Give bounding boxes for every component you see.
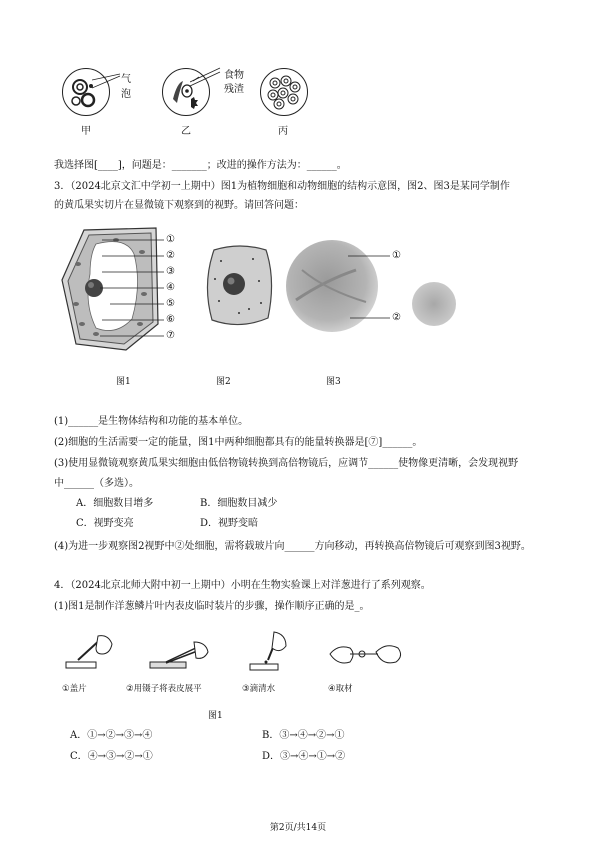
- q3-sub3-line1: (3)使用显微镜观察黄瓜果实细胞由低倍物镜转换到高倍物镜后，应调节______使物像更清晰，会发现视野: [54, 458, 519, 469]
- animal-cell-diagram: [200, 240, 280, 332]
- q4-option-d[interactable]: D．③→④→①→②: [262, 751, 346, 762]
- step-dropper-illustration: [246, 628, 298, 678]
- q3-option-c[interactable]: C．视野变亮: [76, 518, 134, 529]
- step-tweezers-illustration: [148, 636, 212, 676]
- fig1-label-1: ①: [166, 234, 175, 245]
- caption-fig3: 图3: [326, 377, 341, 387]
- q4-option-c[interactable]: C．④→③→②→①: [70, 751, 153, 762]
- q4-option-b[interactable]: B．③→④→②→①: [262, 730, 345, 741]
- caption-jia: 甲: [81, 126, 91, 137]
- q3-sub3-line2: 中______（多选）。: [54, 478, 139, 489]
- q4-figure-caption: 图1: [208, 711, 223, 721]
- caption-fig1: 图1: [116, 377, 131, 387]
- q3-sub2: (2)细胞的生活需要一定的能量，图1中两种细胞都具有的能量转换器是[⑦]______。: [54, 437, 423, 448]
- step-caption-3: ③滴清水: [242, 684, 276, 694]
- q4-intro: 4．（2024北京北师大附中初一上期中）小明在生物实验课上对洋葱进行了系列观察。: [54, 580, 431, 591]
- q3-intro-line2: 的黄瓜果实切片在显微镜下观察到的视野。请回答问题：: [54, 200, 304, 211]
- q3-option-d[interactable]: D．视野变暗: [200, 518, 259, 529]
- fig1-label-4: ④: [166, 282, 175, 293]
- q3-intro-line1: 3．（2024北京文汇中学初一上期中）图1为植物细胞和动物细胞的结构示意图，图2、图3是某同学制作: [54, 181, 510, 192]
- fig1-label-3: ③: [166, 266, 175, 277]
- yi-label-lines: [190, 64, 226, 94]
- step-caption-2: ②用镊子将表皮展平: [126, 684, 202, 694]
- fig1-label-5: ⑤: [166, 298, 175, 309]
- fig1-label-2: ②: [166, 250, 175, 261]
- q3-sub4: (4)为进一步观察图2视野中②处细胞，需将载玻片向______方向移动，再转换高倍物镜后可观察到图3视野。: [54, 541, 531, 552]
- micrograph-images: [286, 240, 466, 332]
- q-select-text: 我选择图[____]，问题是：_______；改进的操作方法为：______。: [54, 160, 347, 171]
- step-caption-4: ④取材: [328, 684, 353, 694]
- page-footer: 第2页/共14页: [269, 823, 327, 833]
- caption-fig2: 图2: [216, 377, 231, 387]
- figure1-label-lines: [100, 232, 170, 342]
- figure-bing-circle: [260, 68, 308, 116]
- fig1-label-6: ⑥: [166, 314, 175, 325]
- q3-sub1: (1)______是生物体结构和功能的基本单位。: [54, 416, 249, 427]
- q4-option-a[interactable]: A．①→②→③→④: [70, 730, 153, 741]
- step-take-material-illustration: [326, 636, 406, 676]
- fig3-label-2: ②: [392, 312, 401, 323]
- overlapping-cells-illustration: [261, 69, 307, 115]
- label-pao: 泡: [121, 89, 131, 100]
- q3-option-a[interactable]: A．细胞数目增多: [76, 498, 154, 509]
- caption-yi: 乙: [181, 126, 191, 137]
- q3-option-b[interactable]: B．细胞数目减少: [200, 498, 278, 509]
- step-caption-1: ①盖片: [62, 684, 87, 694]
- fig3-label-1: ①: [392, 250, 401, 261]
- label-qi: 气: [121, 74, 131, 85]
- label-food2: 残渣: [224, 84, 244, 95]
- caption-bing: 丙: [278, 126, 288, 137]
- q4-sub1: (1)图1是制作洋葱鳞片叶内表皮临时装片的步骤，操作顺序正确的是_。: [54, 601, 370, 612]
- step-cover-slip-illustration: [62, 632, 122, 676]
- fig1-label-7: ⑦: [166, 330, 175, 341]
- label-food1: 食物: [224, 70, 244, 81]
